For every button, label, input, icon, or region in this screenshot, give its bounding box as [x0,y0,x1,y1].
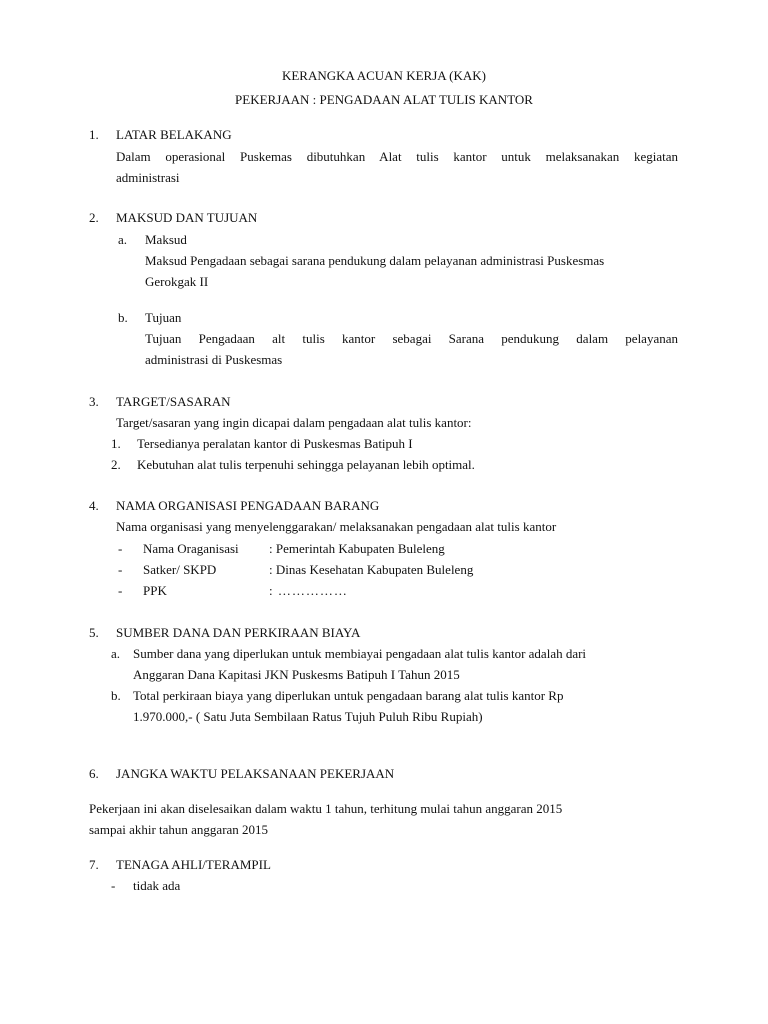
section-7-number: 7. [89,857,99,872]
section-2a-text-line-2: Gerokgak II [145,274,209,289]
section-5-number: 5. [89,625,99,640]
section-2a-text-line-1: Maksud Pengadaan sebagai sarana pendukung dalam pelayanan administrasi Puskesmas [145,253,605,268]
section-3-heading: TARGET/SASARAN [116,394,231,409]
section-3-intro: Target/sasaran yang ingin dicapai dalam pengadaan alat tulis kantor: [116,415,472,430]
section-5a-text-line-2: Anggaran Dana Kapitasi JKN Puskesms Batipuh I Tahun 2015 [133,667,460,682]
section-2-heading: MAKSUD DAN TUJUAN [116,210,258,225]
section-6-heading: JANGKA WAKTU PELAKSANAAN PEKERJAAN [116,766,395,781]
section-2a-title: Maksud [145,232,187,247]
section-3-item-1-text: Tersedianya peralatan kantor di Puskesmas Batipuh I [137,436,413,451]
section-4-row-2-value: : Dinas Kesehatan Kabupaten Buleleng [269,562,474,577]
section-4-row-2-dash: - [118,562,123,577]
section-1-heading: LATAR BELAKANG [116,127,232,142]
section-2-number: 2. [89,210,99,225]
document-subtitle: PEKERJAAN : PENGADAAN ALAT TULIS KANTOR [235,92,533,107]
section-1-text-line-2: administrasi [116,170,180,185]
section-4-row-3-label: PPK [143,583,167,598]
section-4-row-1-dash: - [118,541,123,556]
section-1-number: 1. [89,127,99,142]
section-2a-label: a. [118,232,128,247]
section-7-item-text: tidak ada [133,878,181,893]
section-4-row-3-dash: - [118,583,123,598]
section-5b-label: b. [111,688,121,703]
section-7-item-dash: - [111,878,116,893]
section-4-row-1-label: Nama Oraganisasi [143,541,239,556]
section-6-number: 6. [89,766,99,781]
section-7-heading: TENAGA AHLI/TERAMPIL [116,857,271,872]
section-5-heading: SUMBER DANA DAN PERKIRAAN BIAYA [116,625,361,640]
section-5b-text-line-2: 1.970.000,- ( Satu Juta Sembilaan Ratus Tujuh Puluh Ribu Rupiah) [133,709,483,724]
section-3-item-1-number: 1. [111,436,121,451]
section-6-text-line-1: Pekerjaan ini akan diselesaikan dalam waktu 1 tahun, terhitung mulai tahun anggaran 2015 [89,801,563,816]
section-2b-text-line-2: administrasi di Puskesmas [145,352,283,367]
document-title: KERANGKA ACUAN KERJA (KAK) [281,68,487,83]
section-4-row-1-value: : Pemerintah Kabupaten Buleleng [269,541,445,556]
section-5a-text-line-1: Sumber dana yang diperlukan untuk membiayai pengadaan alat tulis kantor adalah dari [133,646,587,661]
section-4-row-2-label: Satker/ SKPD [143,562,217,577]
section-3-item-2-text: Kebutuhan alat tulis terpenuhi sehingga pelayanan lebih optimal. [137,457,475,472]
section-2b-text-line-1: Tujuan Pengadaan alt tulis kantor sebagai Sarana pendukung dalam pelayanan [145,331,678,346]
section-6-text-line-2: sampai akhir tahun anggaran 2015 [89,822,269,837]
section-2b-label: b. [118,310,128,325]
section-4-number: 4. [89,498,99,513]
section-4-row-3-value: : …………… [269,583,348,598]
section-4-intro: Nama organisasi yang menyelenggarakan/ melaksanakan pengadaan alat tulis kantor [116,519,557,534]
section-3-item-2-number: 2. [111,457,121,472]
section-4-heading: NAMA ORGANISASI PENGADAAN BARANG [116,498,380,513]
section-5a-label: a. [111,646,121,661]
section-3-number: 3. [89,394,99,409]
section-2b-title: Tujuan [145,310,182,325]
section-1-text-line-1: Dalam operasional Puskemas dibutuhkan Alat tulis kantor untuk melaksanakan kegiatan [116,149,678,164]
section-5b-text-line-1: Total perkiraan biaya yang diperlukan untuk pengadaan barang alat tulis kantor Rp [133,688,564,703]
